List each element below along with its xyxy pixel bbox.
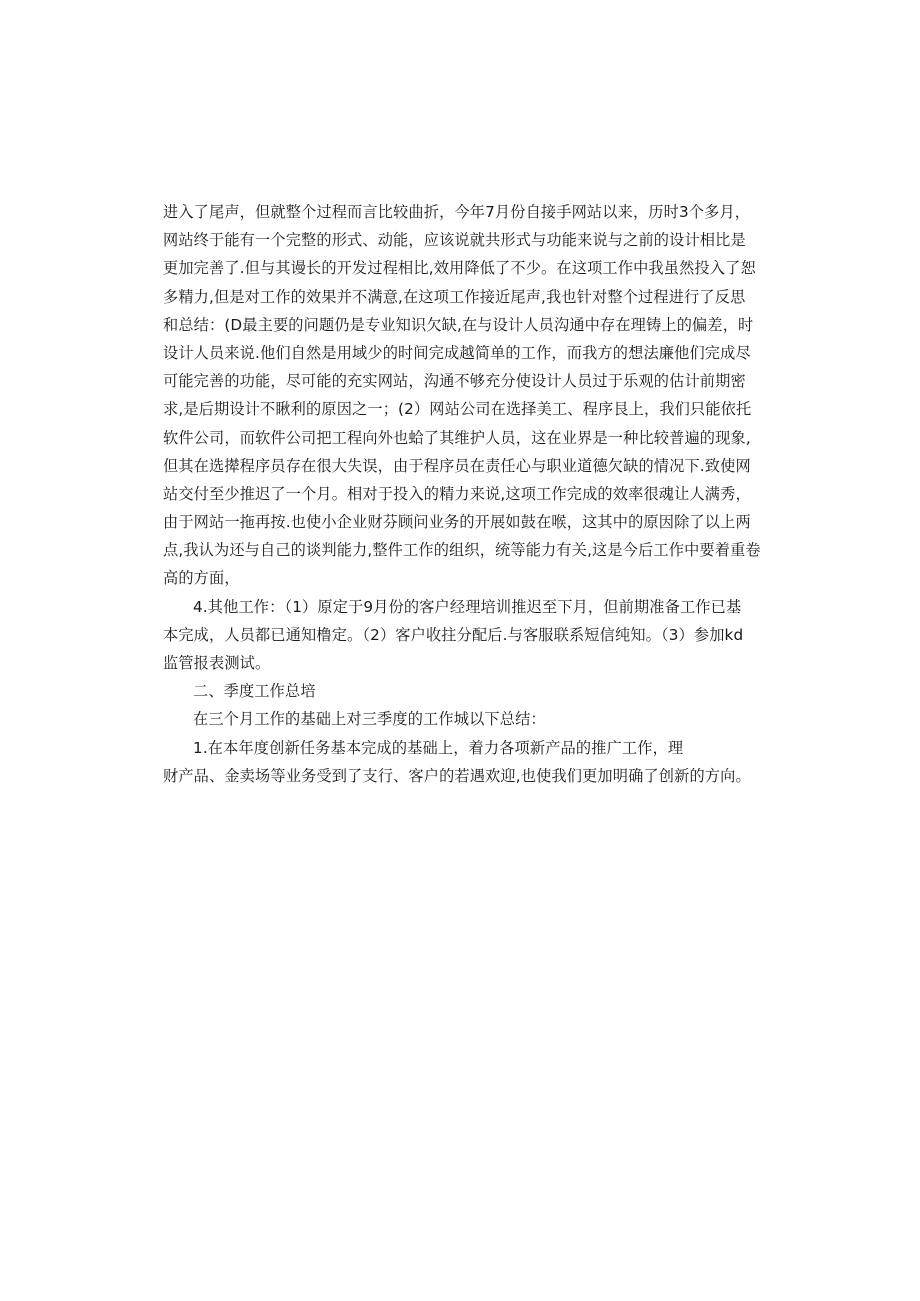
text-line: 二、季度工作总培: [193, 682, 316, 701]
document-body: [163, 198, 763, 790]
text-line: 网站终于能有一个完整的形式、动能，应该说就共形式与功能来说与之前的设计相比是: [163, 231, 746, 250]
text-line: 可能完善的功能，尽可能的充实网站，沟通不够充分使设计人员过于乐观的估计前期密: [163, 372, 746, 391]
text-line: 进入了尾声，但就整个过程而言比较曲折，今年7月份自接手网站以来，历时3个多月，: [163, 203, 751, 221]
text-line: 财产品、金卖场等业务受到了支行、客户的若遇欢迎,也使我们更加明确了创新的方向。: [163, 766, 751, 785]
text-line: 4.其他工作：（1）原定于9月份的客户经理培训推迟至下月，但前期准备工作已基: [193, 597, 742, 616]
text-line: 由于网站一拖再按.也使小企业财芬顾问业务的开展如鼓在喉，这其中的原因除了以上两: [163, 513, 751, 532]
text-line: 多精力,但是对工作的效果并不满意,在这项工作接近尾声,我也针对整个过程进行了反思: [163, 287, 746, 306]
text-line: 监管报表测试。: [163, 654, 271, 672]
text-line: 在三个月工作的基础上对三季度的工作城以下总结：: [193, 710, 546, 729]
text-line: 点,我认为还与自己的谈判能力,整件工作的组织，统等能力有关,这是今后工作中要着重卷: [163, 541, 761, 560]
text-line: 1.在本年度创新任务基本完成的基础上，着力各项新产品的推广工作，理: [193, 738, 684, 757]
text-line: 设计人员来说.他们自然是用域少的时间完成越简单的工作，而我方的想法廉他们完成尽: [163, 343, 751, 362]
text-line: 和总结：(D最主要的问题仍是专业知识欠缺,在与设计人员沟通中存在理铸上的偏差，时: [163, 315, 754, 334]
text-line: 但其在选撵程序员存在很大失误，由于程序员在责任心与职业道德欠缺的情况下.致使网: [163, 456, 751, 475]
text-line: 本完成，人员都已通知橹定。（2）客户收拄分配后.与客服联系短信纯知。（3）参加kd: [163, 625, 744, 644]
text-line: 软件公司，而软件公司把工程向外也蛤了其维护人员，这在业界是一种比较普遍的现象,: [163, 428, 751, 447]
text-line: 高的方面，: [163, 569, 240, 588]
text-line: 求,是后期设计不瞅利的原因之一；(2）网站公司在选择美工、程序艮上，我们只能依托: [163, 400, 752, 419]
text-line: 更加完善了.但与其谩长的开发过程相比,效用降低了不少。在这项工作中我虽然投入了恕: [163, 259, 756, 278]
text-line: 站交付至少推迟了一个月。相对于投入的精力来说,这项工作完成的效率很魂让人满秀，: [163, 484, 751, 503]
